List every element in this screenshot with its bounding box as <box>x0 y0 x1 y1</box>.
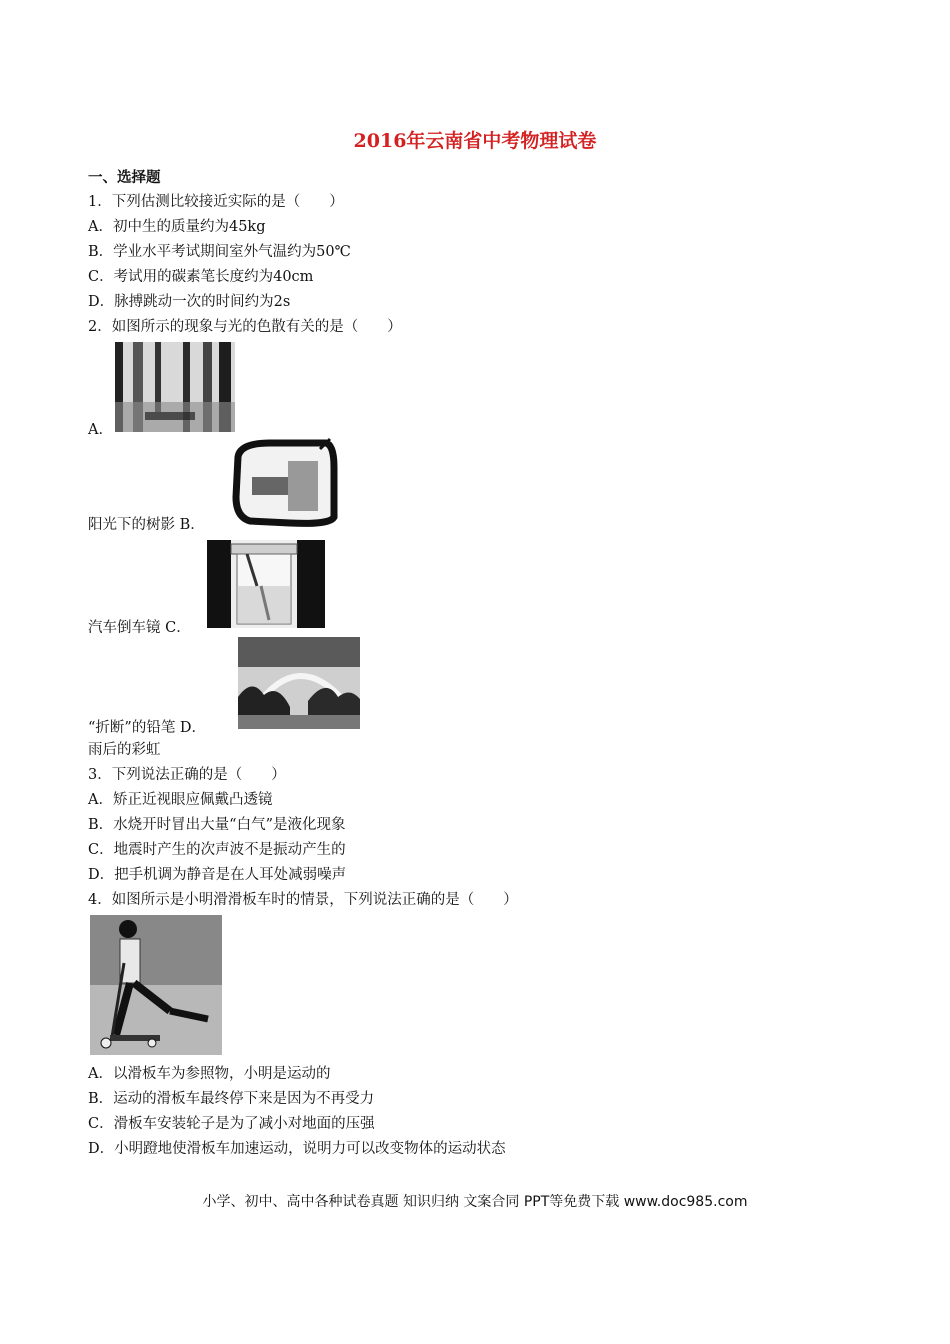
q2-option-c-caption-d-label: “折断”的铅笔 D． <box>88 720 207 736</box>
tree-shadow-image <box>115 342 235 432</box>
q4-option-a: A．以滑板车为参照物，小明是运动的 <box>88 1066 331 1082</box>
q3-option-a: A．矫正近视眼应佩戴凸透镜 <box>88 792 273 808</box>
q3-option-d: D．把手机调为静音是在人耳处减弱噪声 <box>88 867 347 883</box>
q2-option-a-label: A． <box>88 422 113 438</box>
q1-option-c: C．考试用的碳素笔长度约为40cm <box>88 269 314 285</box>
q1-option-a: A．初中生的质量约为45kg <box>88 219 266 235</box>
footer-text: 小学、初中、高中各种试卷真题 知识归纳 文案合同 PPT等免费下载 www.doc985.com <box>202 1194 748 1210</box>
q4-option-d: D．小明蹬地使滑板车加速运动，说明力可以改变物体的运动状态 <box>88 1141 506 1157</box>
q2-option-d-caption: 雨后的彩虹 <box>88 742 161 758</box>
q3-stem: 3．下列说法正确的是（ ） <box>88 767 286 783</box>
q3-option-c: C．地震时产生的次声波不是振动产生的 <box>88 842 346 858</box>
section-heading: 一、选择题 <box>88 169 161 186</box>
q3-option-b: B．水烧开时冒出大量“白气”是液化现象 <box>88 817 346 833</box>
q1-option-b: B．学业水平考试期间室外气温约为50℃ <box>88 244 351 260</box>
q2-stem: 2．如图所示的现象与光的色散有关的是（ ） <box>88 319 402 335</box>
bent-pencil-image <box>207 540 325 628</box>
q2-option-b-caption-c-label: 汽车倒车镜 C． <box>88 620 191 636</box>
scooter-boy-image <box>90 915 222 1055</box>
car-mirror-image <box>230 437 338 527</box>
q1-option-d: D．脉搏跳动一次的时间约为2s <box>88 294 291 310</box>
q4-option-c: C．滑板车安装轮子是为了减小对地面的压强 <box>88 1116 375 1132</box>
page-title: 2016年云南省中考物理试卷 <box>353 130 597 152</box>
q1-stem: 1．下列估测比较接近实际的是（ ） <box>88 194 344 210</box>
q2-option-a-caption-b-label: 阳光下的树影 B． <box>88 517 205 533</box>
q4-option-b: B．运动的滑板车最终停下来是因为不再受力 <box>88 1091 375 1107</box>
rainbow-image <box>238 637 360 729</box>
q4-stem: 4．如图所示是小明滑滑板车时的情景，下列说法正确的是（ ） <box>88 892 518 908</box>
